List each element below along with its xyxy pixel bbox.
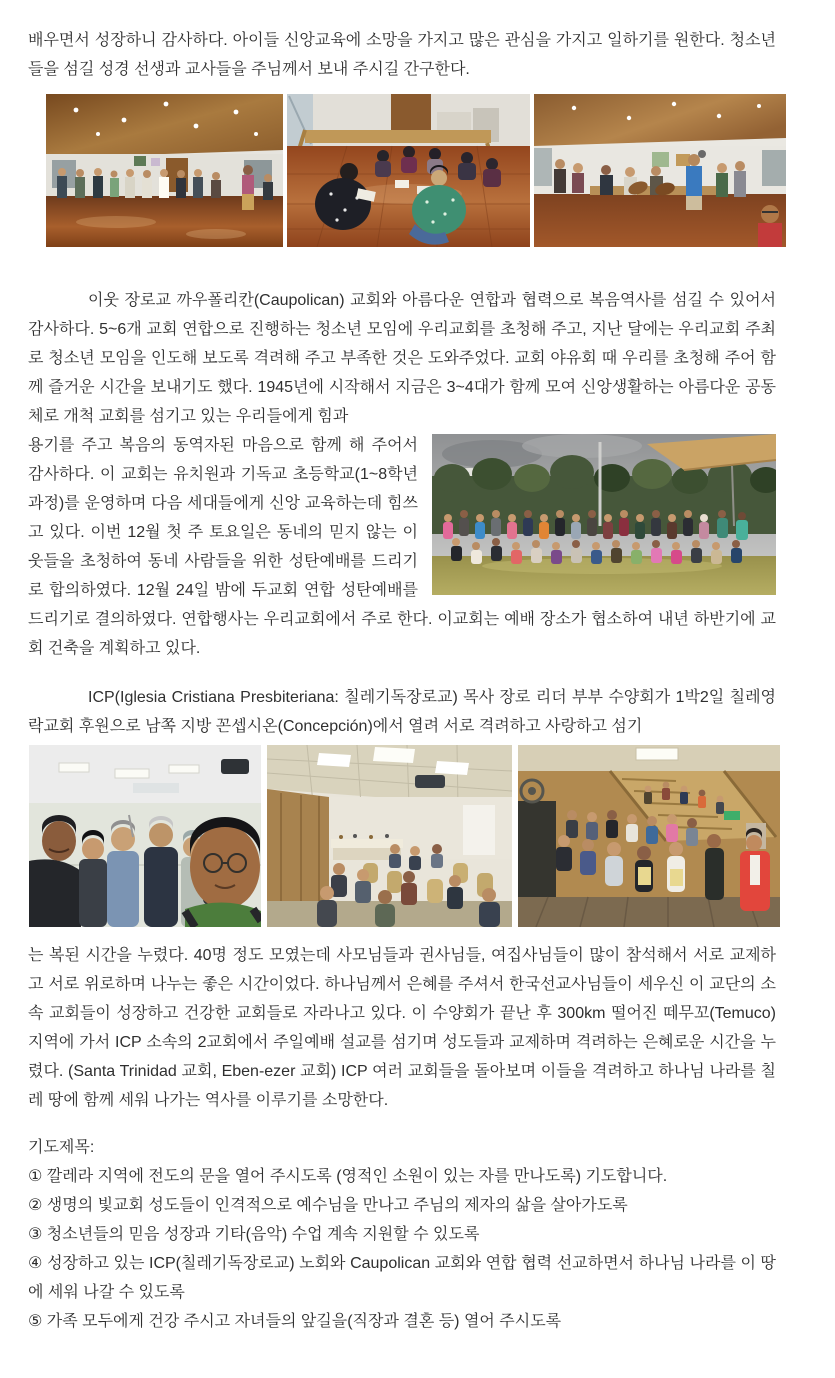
photo-conference-room: [267, 745, 512, 927]
prayer-title: 기도제목:: [28, 1139, 95, 1156]
photo-row-youth: [46, 94, 835, 247]
prayer-item-5: ⑤ 가족 모두에게 건강 주시고 자녀들의 앞길을(직장과 결혼 등) 열어 주시도록: [28, 1313, 562, 1330]
prayer-item-1: ① 깔레라 지역에 전도의 문을 열어 주시도록 (영적인 소원이 있는 자를 만나도록) 기도합니다.: [28, 1168, 668, 1185]
photo-retreat-selfie: [29, 745, 261, 927]
photo-indoor-group-staircase: [518, 745, 780, 927]
paragraph-intro: 배우면서 성장하니 감사하다. 아이들 신앙교육에 소망을 가지고 많은 관심을 가지고 일하기를 원한다. 청소년들을 섬길 성경 선생과 교사들을 주님께서 보내 주시길 간구한다.: [28, 32, 776, 78]
photo-youth-circle-floor: [287, 94, 530, 247]
prayer-item-3: ③ 청소년들의 믿음 성장과 기타(음악) 수업 계속 지원할 수 있도록: [28, 1226, 480, 1243]
paragraph-caupolican-2: 용기를 주고 복음의 동역자된 마음으로 함께 해 주어서 감사하다. 이 교회는 유치원과 기독교 초등학교(1~8학년 과정)를 운영하며 다음 세대들에게 신앙 교육하는데 힘쓰고 있다. 이번 12월 첫 주 토요일은 동네의 믿지 않는 이웃들을 초청하여 동네 사람들을 위한 성탄예배를 드리기로 합의하였다. 12월 24일 밤에 두교회 연합 성탄예배를 드리기로 결의하였다. 연합행사는 우리교회에서 주로 한다. 이교회는 예배 장소가 협소하여 내년 하반기에 교회 건축을 계획하고 있다.: [28, 431, 776, 663]
paragraph-caupolican-1: 이웃 장로교 까우폴리칸(Caupolican) 교회와 아름다운 연합과 협력으로 복음역사를 섬길 수 있어서 감사하다. 5~6개 교회 연합으로 진행하는 청소년 모임에 우리교회를 초청해 주고, 지난 달에는 우리교회 주최로 청소년 모임을 인도해 보도록 격려해 주고 부족한 것은 도와주었다. 교회 야유회 때 우리를 초청해 주어 함께 즐거운 시간을 보내기도 했다. 1945년에 시작해서 지금은 3~4대가 함께 모여 신앙생활하는 아름다운 공동체로 개척 교회를 섬기고 있는 우리들에게 힘과: [28, 292, 776, 425]
photo-guitar-class: [534, 94, 786, 247]
photo-row-retreat: [29, 745, 835, 927]
prayer-item-2: ② 생명의 빛교회 성도들이 인격적으로 예수님을 만나고 주님의 제자의 삶을 살아가도록: [28, 1197, 628, 1214]
prayer-item-4: ④ 성장하고 있는 ICP(칠레기독장로교) 노회와 Caupolican 교회와 연합 협력 선교하면서 하나님 나라를 이 땅에 세워 나갈 수 있도록: [28, 1255, 776, 1301]
photo-church-hall-standing: [46, 94, 283, 247]
paragraph-icp-retreat-2: 는 복된 시간을 누렸다. 40명 정도 모였는데 사모님들과 권사님들, 여집사님들이 많이 참석해서 서로 교제하고 서로 위로하며 나누는 좋은 시간이었다. 하나님께서 은혜를 주셔서 한국선교사님들이 세우신 이 교단의 소속 교회들이 성장하고 건강한 교회들로 자라나고 있다. 이 수양회가 끝난 후 300km 떨어진 떼무꼬(Temuco) 지역에 가서 ICP 소속의 2교회에서 주일예배 설교를 섬기며 성도들과 교제하며 격려하는 은혜로운 시간을 누렸다. (Santa Trinidad 교회, Eben-ezer 교회) ICP 여러 교회들을 돌아보며 이들을 격려하고 하나님 나라를 칠레 땅에 함께 세워 나가는 역사를 이루기를 소망한다.: [28, 947, 776, 1109]
prayer-section: [28, 1133, 776, 1336]
paragraph-icp-retreat-1: ICP(Iglesia Cristiana Presbiteriana: 칠레기독장로교) 목사 장로 리더 부부 수양회가 1박2일 칠레영락교회 후원으로 남쪽 지방 꼰셉시온(Concepción)에서 열려 서로 격려하고 사랑하고 섬기: [28, 689, 776, 735]
photo-outdoor-group: [432, 434, 776, 595]
